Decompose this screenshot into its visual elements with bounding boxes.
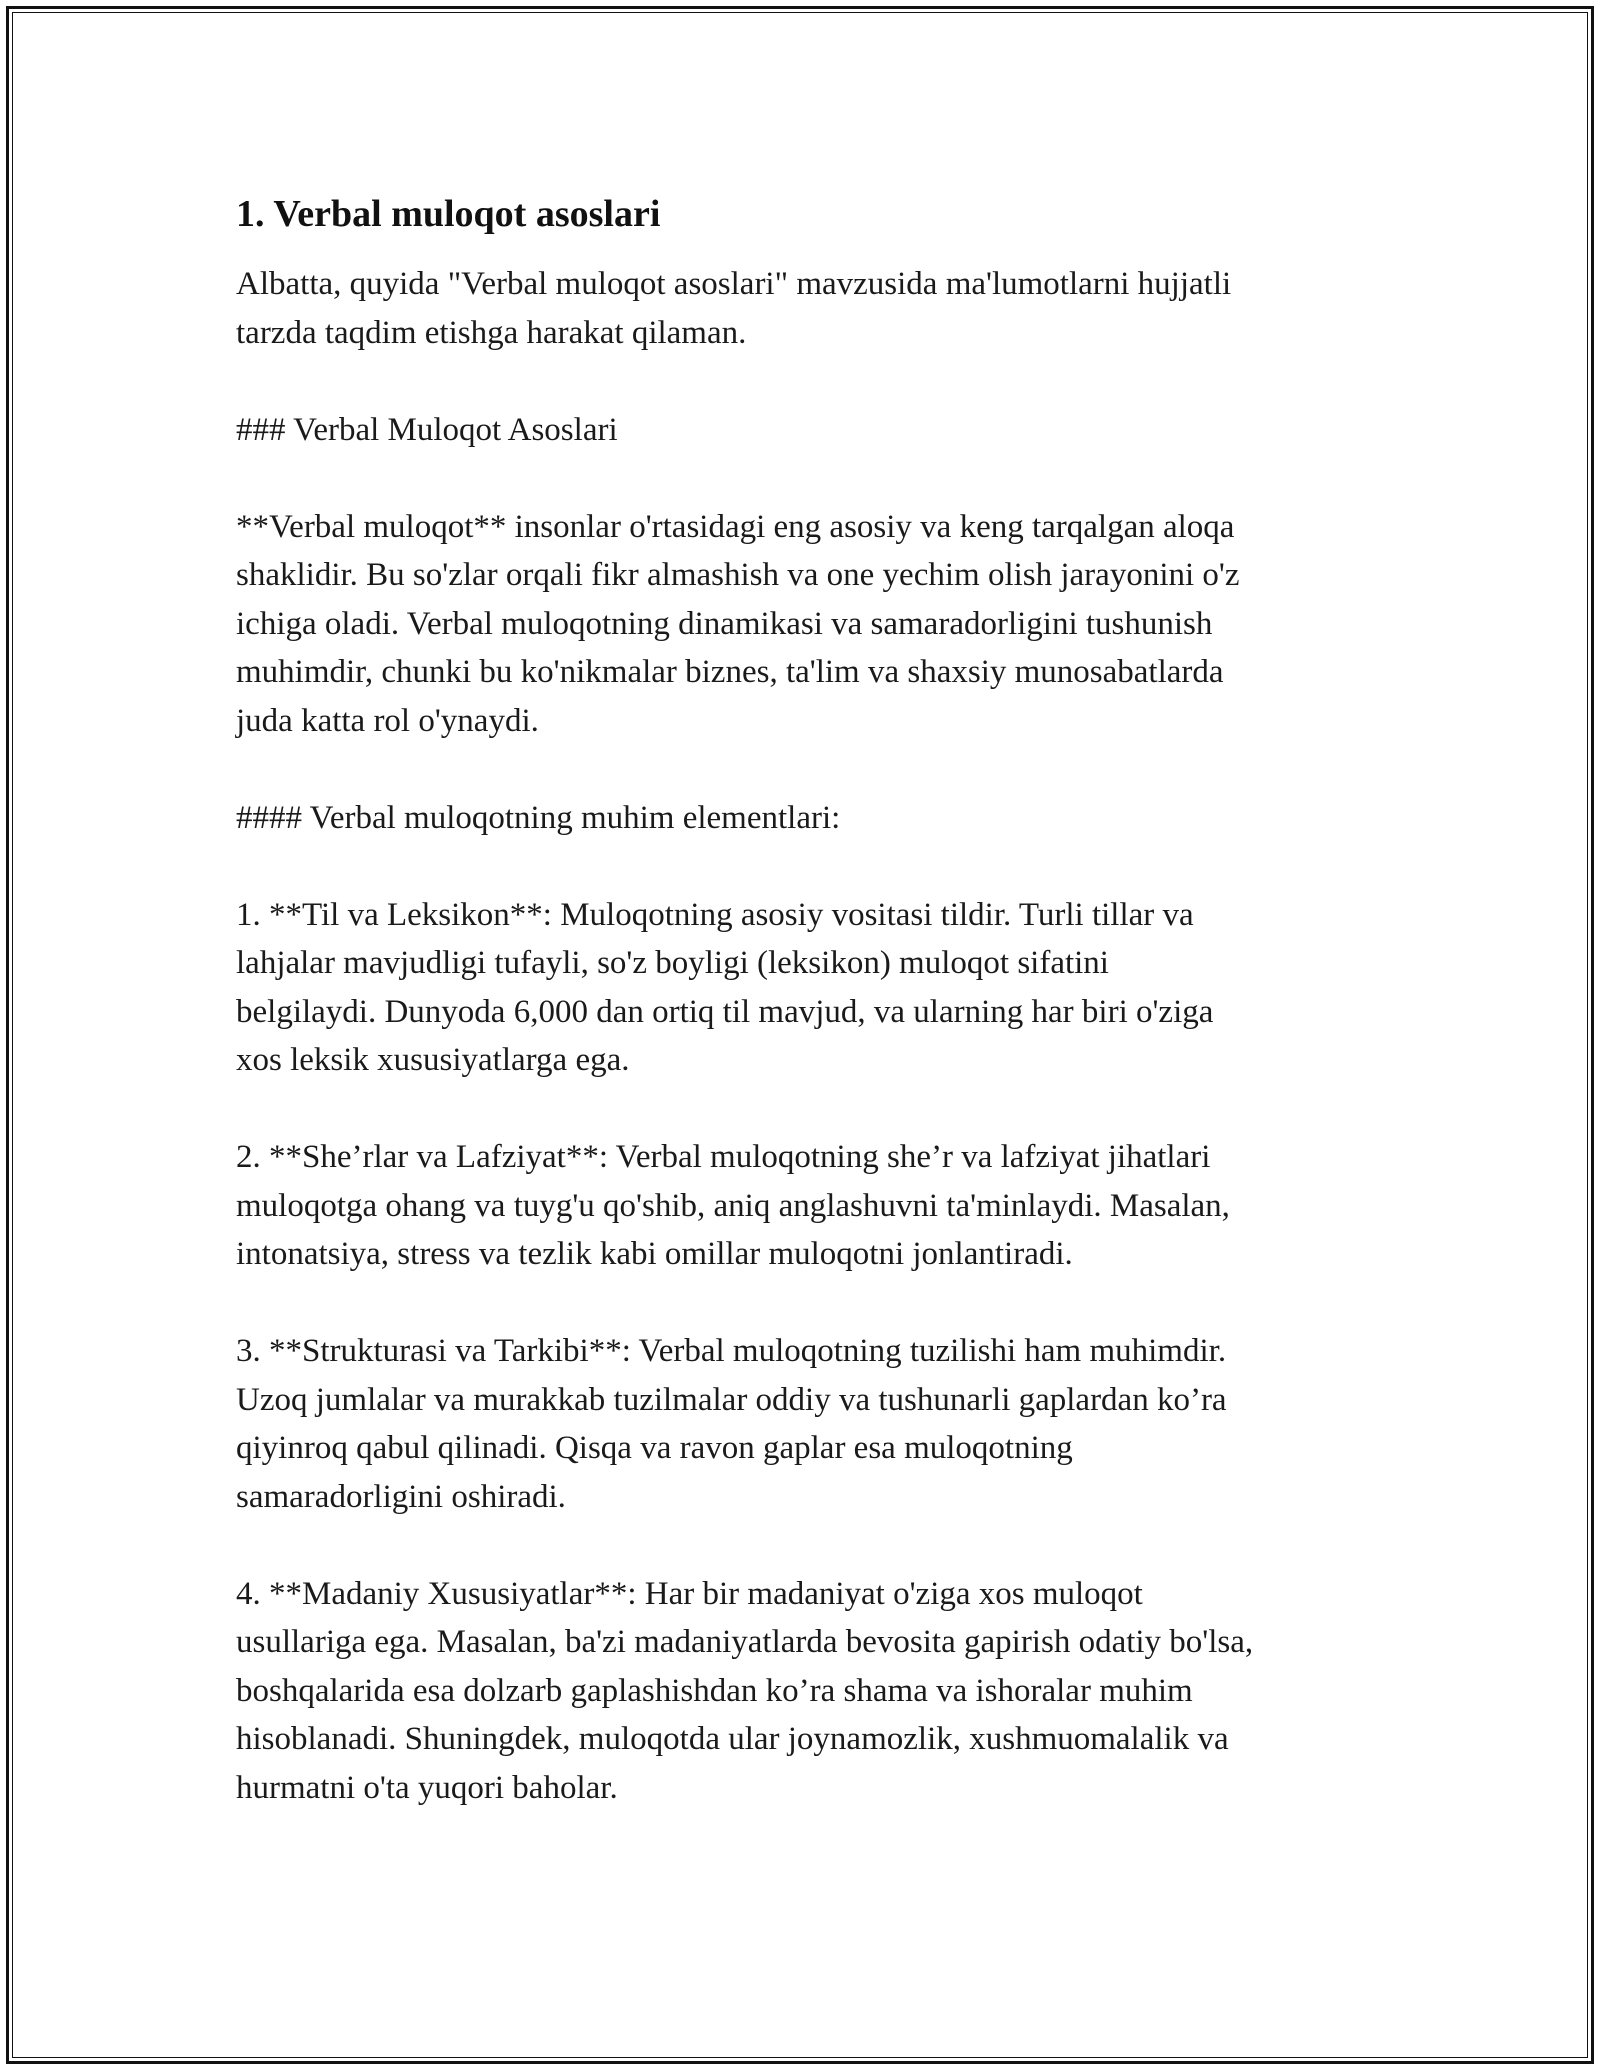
subsection-heading: #### Verbal muloqotning muhim elementlari: [236,799,841,836]
definition-paragraph: **Verbal muloqot** insonlar o'rtasidagi eng asosiy va keng tarqalgan aloqa shaklidir. Bu so'zlar orqali fikr almashish va one yechim olish jarayonini o'z ichiga oladi. Verbal muloqotning dinamikasi va samaradorligini tushunish muhimdir, chunki bu ko'nikmalar biznes, ta'lim va shaxsiy munosabatlarda juda katta rol o'ynaydi. [236,508,1240,739]
document-title: 1. Verbal muloqot asoslari [236,193,661,235]
list-item-1: 1. **Til va Leksikon**: Muloqotning asosiy vositasi tildir. Turli tillar va lahjalar mavjudligi tufayli, so'z boyligi (leksikon) muloqot sifatini belgilaydi. Dunyoda 6,000 dan ortiq til mavjud, va ularning har biri o'ziga xos leksik xususiyatlarga ega. [236,896,1214,1078]
section-heading: ### Verbal Muloqot Asoslari [236,411,618,448]
intro-paragraph: Albatta, quyida "Verbal muloqot asoslari" mavzusida ma'lumotlarni hujjatli tarzda taqdim etishga harakat qilaman. [236,266,1232,351]
document-body [236,190,1386,1861]
list-item-2: 2. **She’rlar va Lafziyat**: Verbal muloqotning she’r va lafziyat jihatlari muloqotga ohang va tuyg'u qo'shib, aniq anglashuvni ta'minlaydi. Masalan, intonatsiya, stress va tezlik kabi omillar muloqotni jonlantiradi. [236,1139,1230,1272]
list-item-3: 3. **Strukturasi va Tarkibi**: Verbal muloqotning tuzilishi ham muhimdir. Uzoq jumlalar va murakkab tuzilmalar oddiy va tushunarli gaplardan ko’ra qiyinroq qabul qilinadi. Qisqa va ravon gaplar esa muloqotning samaradorligini oshiradi. [236,1333,1227,1515]
list-item-4: 4. **Madaniy Xususiyatlar**: Har bir madaniyat o'ziga xos muloqot usullariga ega. Masalan, ba'zi madaniyatlarda bevosita gapirish odatiy bo'lsa, boshqalarida esa dolzarb gaplashishdan ko’ra shama va ishoralar muhim hisoblanadi. Shuningdek, muloqotda ular joynamozlik, xushmuomalalik va hurmatni o'ta yuqori baholar. [236,1575,1254,1806]
